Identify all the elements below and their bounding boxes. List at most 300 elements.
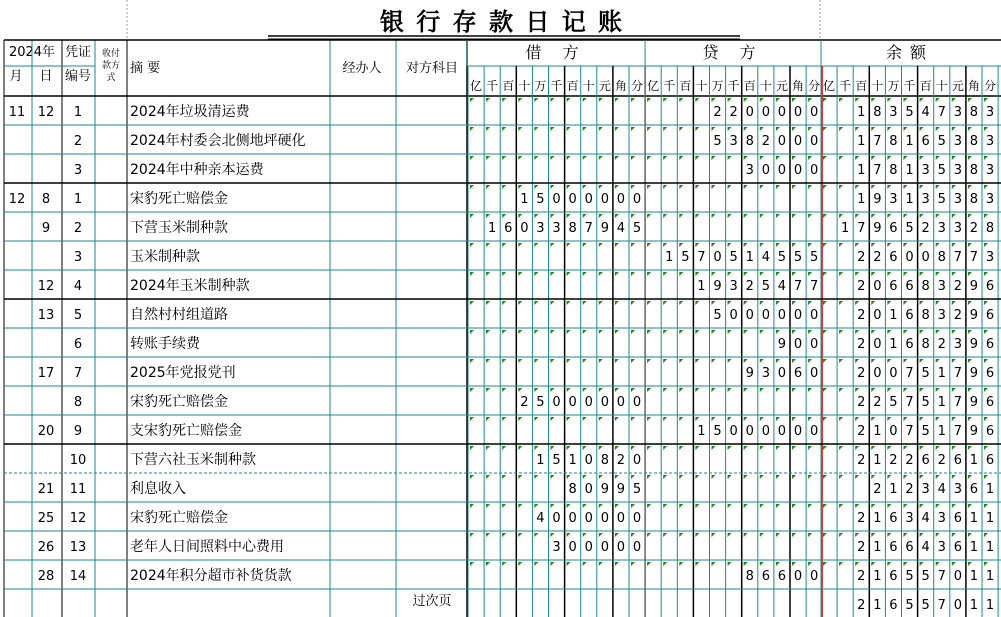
row-balance-digit: 7 <box>953 250 962 265</box>
unit-label: 元 <box>951 79 964 93</box>
row-balance-digit: 7 <box>937 569 946 584</box>
row-debit-digit: 0 <box>600 192 609 207</box>
row-balance-digit: 7 <box>905 424 914 439</box>
row-credit-digit: 0 <box>745 308 754 323</box>
footer-balance-digit: 2 <box>857 598 866 613</box>
row-debit-digit: 4 <box>616 221 626 236</box>
row-summary: 下营玉米制种款 <box>130 220 228 236</box>
row-balance-digit: 2 <box>857 279 866 294</box>
row-balance-digit: 2 <box>857 308 866 323</box>
row-balance-digit: 1 <box>857 192 866 207</box>
footer-balance-digit: 1 <box>985 598 995 613</box>
row-credit-digit: 3 <box>729 134 738 149</box>
row-voucher-no: 7 <box>73 366 83 381</box>
row-balance-digit: 2 <box>921 221 930 236</box>
row-credit-digit: 0 <box>777 366 787 381</box>
unit-label: 十 <box>759 79 772 93</box>
row-balance-digit: 6 <box>905 279 914 294</box>
row-credit-digit: 5 <box>729 250 738 265</box>
voucher-no-label: 编号 <box>64 69 92 84</box>
row-credit-digit: 0 <box>745 424 754 439</box>
row-balance-digit: 3 <box>937 540 946 555</box>
row-balance-digit: 4 <box>937 482 946 497</box>
row-voucher-no: 3 <box>73 250 83 265</box>
table-row <box>9 185 994 207</box>
row-debit-digit: 9 <box>616 482 626 497</box>
row-balance-digit: 3 <box>953 482 962 497</box>
row-debit-digit: 0 <box>632 395 642 410</box>
row-debit-digit: 0 <box>600 540 609 555</box>
row-balance-digit: 2 <box>873 395 882 410</box>
row-balance-digit: 1 <box>857 163 866 178</box>
footer-balance-digit: 6 <box>889 598 898 613</box>
row-credit-digit: 3 <box>761 366 770 381</box>
row-balance-digit: 2 <box>857 395 866 410</box>
row-debit-digit: 0 <box>632 511 642 526</box>
row-summary: 利息收入 <box>130 481 186 497</box>
row-balance-digit: 1 <box>857 134 866 149</box>
row-voucher-no: 2 <box>73 134 83 149</box>
row-credit-digit: 2 <box>745 279 754 294</box>
row-balance-digit: 2 <box>905 482 914 497</box>
unit-label: 百 <box>743 79 756 93</box>
row-month: 11 <box>8 105 26 120</box>
row-debit-digit: 5 <box>536 395 545 410</box>
table-row <box>74 388 994 410</box>
row-balance-digit: 3 <box>937 279 946 294</box>
row-balance-digit: 5 <box>937 134 946 149</box>
row-credit-digit: 5 <box>777 250 787 265</box>
row-summary: 支宋豹死亡赔偿金 <box>130 423 242 439</box>
unit-label: 分 <box>631 79 644 93</box>
row-debit-digit: 0 <box>552 511 561 526</box>
row-balance-digit: 1 <box>873 453 882 468</box>
unit-label: 万 <box>711 79 724 93</box>
row-balance-digit: 1 <box>985 482 995 497</box>
row-debit-digit: 5 <box>552 453 561 468</box>
row-debit-digit: 0 <box>584 482 593 497</box>
row-balance-digit: 6 <box>985 424 995 439</box>
row-summary: 下营六社玉米制种款 <box>130 452 256 468</box>
row-balance-digit: 8 <box>921 279 930 294</box>
row-debit-digit: 7 <box>584 221 593 236</box>
row-credit-digit: 0 <box>761 424 770 439</box>
row-balance-digit: 2 <box>905 453 914 468</box>
row-balance-digit: 6 <box>985 337 995 352</box>
row-credit-digit: 0 <box>810 308 819 323</box>
row-balance-digit: 2 <box>857 569 866 584</box>
unit-label: 千 <box>839 79 852 93</box>
row-credit-digit: 2 <box>713 105 722 120</box>
row-summary: 宋豹死亡赔偿金 <box>130 191 228 207</box>
row-balance-digit: 7 <box>953 424 962 439</box>
row-balance-digit: 6 <box>889 250 898 265</box>
footer-balance-digit: 7 <box>937 598 946 613</box>
unit-label: 百 <box>502 79 515 93</box>
row-day: 28 <box>37 569 55 584</box>
unit-label: 元 <box>598 79 611 93</box>
row-voucher-no: 4 <box>73 279 83 294</box>
row-balance-digit: 1 <box>937 366 946 381</box>
row-credit-digit: 4 <box>777 279 787 294</box>
row-credit-digit: 0 <box>793 337 803 352</box>
row-day: 21 <box>37 482 55 497</box>
row-balance-digit: 5 <box>889 395 898 410</box>
row-balance-digit: 6 <box>921 134 930 149</box>
row-balance-digit: 1 <box>985 511 995 526</box>
row-voucher-no: 8 <box>73 395 83 410</box>
footer-balance-digit: 0 <box>953 598 962 613</box>
footer-balance-digit: 5 <box>921 598 930 613</box>
row-day: 26 <box>37 540 55 555</box>
row-balance-digit: 9 <box>969 366 979 381</box>
row-balance-digit: 8 <box>985 221 995 236</box>
row-balance-digit: 4 <box>921 540 930 555</box>
row-debit-digit: 4 <box>536 511 545 526</box>
row-balance-digit: 8 <box>969 192 979 207</box>
row-balance-digit: 6 <box>969 482 979 497</box>
row-credit-digit: 9 <box>745 366 754 381</box>
unit-label: 亿 <box>647 79 660 93</box>
row-credit-digit: 5 <box>713 308 722 323</box>
row-balance-digit: 7 <box>969 250 979 265</box>
row-balance-digit: 2 <box>857 250 866 265</box>
row-credit-digit: 6 <box>777 569 787 584</box>
row-balance-digit: 6 <box>953 540 962 555</box>
row-summary: 转账手续费 <box>130 336 200 352</box>
row-credit-digit: 0 <box>761 163 770 178</box>
row-balance-digit: 1 <box>905 192 914 207</box>
row-balance-digit: 3 <box>921 163 930 178</box>
row-debit-digit: 0 <box>568 511 577 526</box>
row-balance-digit: 7 <box>905 366 914 381</box>
row-balance-digit: 7 <box>953 395 962 410</box>
row-debit-digit: 0 <box>584 511 593 526</box>
row-credit-digit: 1 <box>745 250 754 265</box>
row-balance-digit: 1 <box>969 511 979 526</box>
row-balance-digit: 5 <box>921 569 930 584</box>
row-credit-digit: 9 <box>777 337 787 352</box>
unit-label: 分 <box>808 79 821 93</box>
row-voucher-no: 1 <box>73 192 83 207</box>
row-summary: 2024年村委会北侧地坪硬化 <box>130 133 306 149</box>
row-day: 9 <box>41 221 51 236</box>
row-balance-digit: 7 <box>873 163 882 178</box>
row-credit-digit: 0 <box>777 308 787 323</box>
row-balance-digit: 6 <box>905 337 914 352</box>
row-credit-digit: 0 <box>810 163 819 178</box>
row-balance-digit: 3 <box>985 163 995 178</box>
day-label: 日 <box>39 69 53 84</box>
row-voucher-no: 3 <box>73 163 83 178</box>
row-balance-digit: 9 <box>969 395 979 410</box>
footer-balance-digit: 5 <box>905 598 914 613</box>
row-debit-digit: 9 <box>600 482 609 497</box>
row-debit-digit: 0 <box>600 395 609 410</box>
row-balance-digit: 6 <box>985 395 995 410</box>
debit-header: 借 方 <box>525 43 587 62</box>
row-balance-digit: 3 <box>953 337 962 352</box>
row-credit-digit: 5 <box>681 250 690 265</box>
unit-label: 百 <box>855 79 868 93</box>
row-balance-digit: 1 <box>873 569 882 584</box>
row-balance-digit: 2 <box>889 453 898 468</box>
row-balance-digit: 1 <box>937 424 946 439</box>
row-balance-digit: 2 <box>969 221 979 236</box>
row-credit-digit: 0 <box>810 569 819 584</box>
row-debit-digit: 6 <box>504 221 513 236</box>
row-balance-digit: 3 <box>985 250 995 265</box>
table-row <box>74 156 994 178</box>
row-balance-digit: 2 <box>857 511 866 526</box>
row-debit-digit: 3 <box>552 221 561 236</box>
month-label: 月 <box>9 69 23 84</box>
row-balance-digit: 1 <box>889 482 898 497</box>
row-balance-digit: 3 <box>889 192 898 207</box>
table-row <box>9 98 994 120</box>
row-balance-digit: 6 <box>985 308 995 323</box>
row-balance-digit: 9 <box>969 308 979 323</box>
row-credit-digit: 7 <box>793 279 803 294</box>
row-balance-digit: 8 <box>873 105 882 120</box>
row-debit-digit: 0 <box>600 511 609 526</box>
row-summary: 2024年中种亲本运费 <box>130 162 264 178</box>
row-balance-digit: 6 <box>985 366 995 381</box>
row-day: 25 <box>37 511 55 526</box>
unit-label: 万 <box>887 79 900 93</box>
row-voucher-no: 10 <box>69 453 87 468</box>
row-debit-digit: 1 <box>520 192 529 207</box>
unit-label: 千 <box>550 79 563 93</box>
row-credit-digit: 3 <box>729 279 738 294</box>
row-voucher-no: 6 <box>73 337 83 352</box>
unit-label: 十 <box>871 79 884 93</box>
row-balance-digit: 3 <box>953 105 962 120</box>
row-balance-digit: 2 <box>857 453 866 468</box>
row-debit-digit: 0 <box>616 540 626 555</box>
row-summary: 2025年党报党刊 <box>130 365 236 381</box>
row-balance-digit: 1 <box>857 105 866 120</box>
row-credit-digit: 6 <box>793 366 803 381</box>
payment-method-label: 收付款方式 <box>101 49 121 83</box>
row-credit-digit: 8 <box>745 569 754 584</box>
row-credit-digit: 0 <box>777 105 787 120</box>
row-balance-digit: 3 <box>921 192 930 207</box>
row-balance-digit: 8 <box>921 337 930 352</box>
journal-rows <box>9 98 994 584</box>
row-balance-digit: 8 <box>921 308 930 323</box>
row-balance-digit: 6 <box>985 279 995 294</box>
row-balance-digit: 5 <box>921 395 930 410</box>
row-balance-digit: 2 <box>857 424 866 439</box>
row-balance-digit: 6 <box>985 453 995 468</box>
row-balance-digit: 6 <box>889 279 898 294</box>
year-label: 2024年 <box>8 45 56 60</box>
row-debit-digit: 5 <box>632 221 642 236</box>
row-balance-digit: 8 <box>969 134 979 149</box>
row-balance-digit: 0 <box>873 366 882 381</box>
unit-label: 亿 <box>823 79 836 93</box>
row-balance-digit: 5 <box>905 105 914 120</box>
row-balance-digit: 7 <box>873 134 882 149</box>
row-day: 8 <box>41 192 51 207</box>
row-balance-digit: 6 <box>889 511 898 526</box>
row-balance-digit: 1 <box>905 134 914 149</box>
row-balance-digit: 1 <box>841 221 850 236</box>
row-balance-digit: 5 <box>905 221 914 236</box>
row-credit-digit: 0 <box>793 163 803 178</box>
row-balance-digit: 0 <box>873 308 882 323</box>
row-balance-digit: 2 <box>857 366 866 381</box>
row-voucher-no: 9 <box>73 424 83 439</box>
unit-label: 百 <box>679 79 692 93</box>
voucher-label: 凭证 <box>64 45 92 60</box>
row-balance-digit: 3 <box>921 482 930 497</box>
row-credit-digit: 0 <box>777 134 787 149</box>
row-debit-digit: 0 <box>616 395 626 410</box>
row-balance-digit: 0 <box>873 337 882 352</box>
unit-label: 百 <box>566 79 579 93</box>
row-voucher-no: 12 <box>69 511 87 526</box>
row-balance-digit: 1 <box>985 569 995 584</box>
row-debit-digit: 0 <box>632 453 642 468</box>
row-debit-digit: 5 <box>536 192 545 207</box>
row-debit-digit: 3 <box>552 540 561 555</box>
row-balance-digit: 0 <box>921 250 930 265</box>
row-credit-digit: 0 <box>745 105 754 120</box>
row-voucher-no: 11 <box>69 482 87 497</box>
row-balance-digit: 6 <box>889 569 898 584</box>
row-balance-digit: 2 <box>937 453 946 468</box>
row-debit-digit: 8 <box>600 453 609 468</box>
row-voucher-no: 1 <box>73 105 83 120</box>
row-balance-digit: 6 <box>953 511 962 526</box>
row-credit-digit: 7 <box>697 250 706 265</box>
row-balance-digit: 0 <box>873 279 882 294</box>
row-balance-digit: 1 <box>985 540 995 555</box>
row-balance-digit: 1 <box>905 163 914 178</box>
row-credit-digit: 0 <box>810 105 819 120</box>
unit-label: 百 <box>919 79 932 93</box>
row-balance-digit: 3 <box>985 192 995 207</box>
row-debit-digit: 2 <box>520 395 529 410</box>
unit-label: 千 <box>727 79 740 93</box>
row-balance-digit: 3 <box>937 221 946 236</box>
unit-label: 千 <box>903 79 916 93</box>
row-balance-digit: 3 <box>905 511 914 526</box>
row-day: 13 <box>37 308 55 323</box>
row-balance-digit: 2 <box>953 308 962 323</box>
row-credit-digit: 5 <box>713 424 722 439</box>
row-credit-digit: 8 <box>745 134 754 149</box>
row-credit-digit: 0 <box>793 134 803 149</box>
row-balance-digit: 3 <box>937 511 946 526</box>
row-debit-digit: 9 <box>600 221 609 236</box>
row-balance-digit: 4 <box>921 511 930 526</box>
balance-header: 余额 <box>885 43 935 62</box>
row-credit-digit: 0 <box>713 250 722 265</box>
row-balance-digit: 0 <box>905 250 914 265</box>
row-balance-digit: 8 <box>969 105 979 120</box>
row-balance-digit: 9 <box>873 221 882 236</box>
unit-label: 角 <box>792 79 805 93</box>
row-credit-digit: 2 <box>729 105 738 120</box>
row-credit-digit: 0 <box>810 366 819 381</box>
row-balance-digit: 8 <box>889 134 898 149</box>
row-credit-digit: 9 <box>713 279 722 294</box>
row-balance-digit: 1 <box>969 569 979 584</box>
row-balance-digit: 9 <box>969 337 979 352</box>
row-debit-digit: 0 <box>584 540 593 555</box>
carry-label: 过次页 <box>412 594 452 609</box>
row-balance-digit: 8 <box>969 163 979 178</box>
row-balance-digit: 1 <box>969 540 979 555</box>
row-debit-digit: 0 <box>632 540 642 555</box>
row-debit-digit: 5 <box>632 482 642 497</box>
row-balance-digit: 1 <box>889 337 898 352</box>
row-balance-digit: 4 <box>921 105 930 120</box>
row-balance-digit: 1 <box>873 511 882 526</box>
row-balance-digit: 6 <box>889 221 898 236</box>
row-voucher-no: 5 <box>73 308 83 323</box>
row-credit-digit: 5 <box>761 279 770 294</box>
row-balance-digit: 3 <box>985 105 995 120</box>
table-row <box>42 214 994 236</box>
row-debit-digit: 0 <box>568 192 577 207</box>
row-debit-digit: 0 <box>616 511 626 526</box>
row-debit-digit: 1 <box>488 221 497 236</box>
row-credit-digit: 0 <box>761 308 770 323</box>
row-balance-digit: 1 <box>937 395 946 410</box>
row-credit-digit: 1 <box>697 424 706 439</box>
unit-label: 十 <box>518 79 531 93</box>
row-debit-digit: 8 <box>568 221 577 236</box>
row-debit-digit: 0 <box>584 395 593 410</box>
row-summary: 玉米制种款 <box>130 249 200 265</box>
row-balance-digit: 0 <box>953 569 962 584</box>
row-credit-digit: 0 <box>777 424 787 439</box>
row-debit-digit: 8 <box>568 482 577 497</box>
row-balance-digit: 6 <box>889 540 898 555</box>
row-summary: 2024年垃圾清运费 <box>130 104 250 120</box>
row-debit-digit: 3 <box>536 221 545 236</box>
table-row <box>74 243 994 265</box>
row-debit-digit: 0 <box>568 540 577 555</box>
row-debit-digit: 0 <box>520 221 529 236</box>
row-balance-digit: 5 <box>921 424 930 439</box>
row-balance-digit: 9 <box>873 192 882 207</box>
row-balance-digit: 5 <box>937 192 946 207</box>
journal-title: 银 行 存 款 日 记 账 <box>379 8 625 36</box>
unit-label: 角 <box>614 79 627 93</box>
handler-header: 经办人 <box>342 61 382 76</box>
row-credit-digit: 0 <box>761 105 770 120</box>
row-balance-digit: 2 <box>953 279 962 294</box>
row-balance-digit: 1 <box>969 453 979 468</box>
row-balance-digit: 6 <box>921 453 930 468</box>
row-debit-digit: 0 <box>568 395 577 410</box>
row-debit-digit: 1 <box>568 453 577 468</box>
row-day: 17 <box>37 366 55 381</box>
unit-label: 千 <box>663 79 676 93</box>
unit-label: 十 <box>582 79 595 93</box>
footer-balance-digit: 1 <box>969 598 979 613</box>
row-debit-digit: 1 <box>536 453 545 468</box>
unit-label: 分 <box>984 79 997 93</box>
row-balance-digit: 7 <box>857 221 866 236</box>
row-credit-digit: 0 <box>793 105 803 120</box>
row-balance-digit: 2 <box>873 250 882 265</box>
